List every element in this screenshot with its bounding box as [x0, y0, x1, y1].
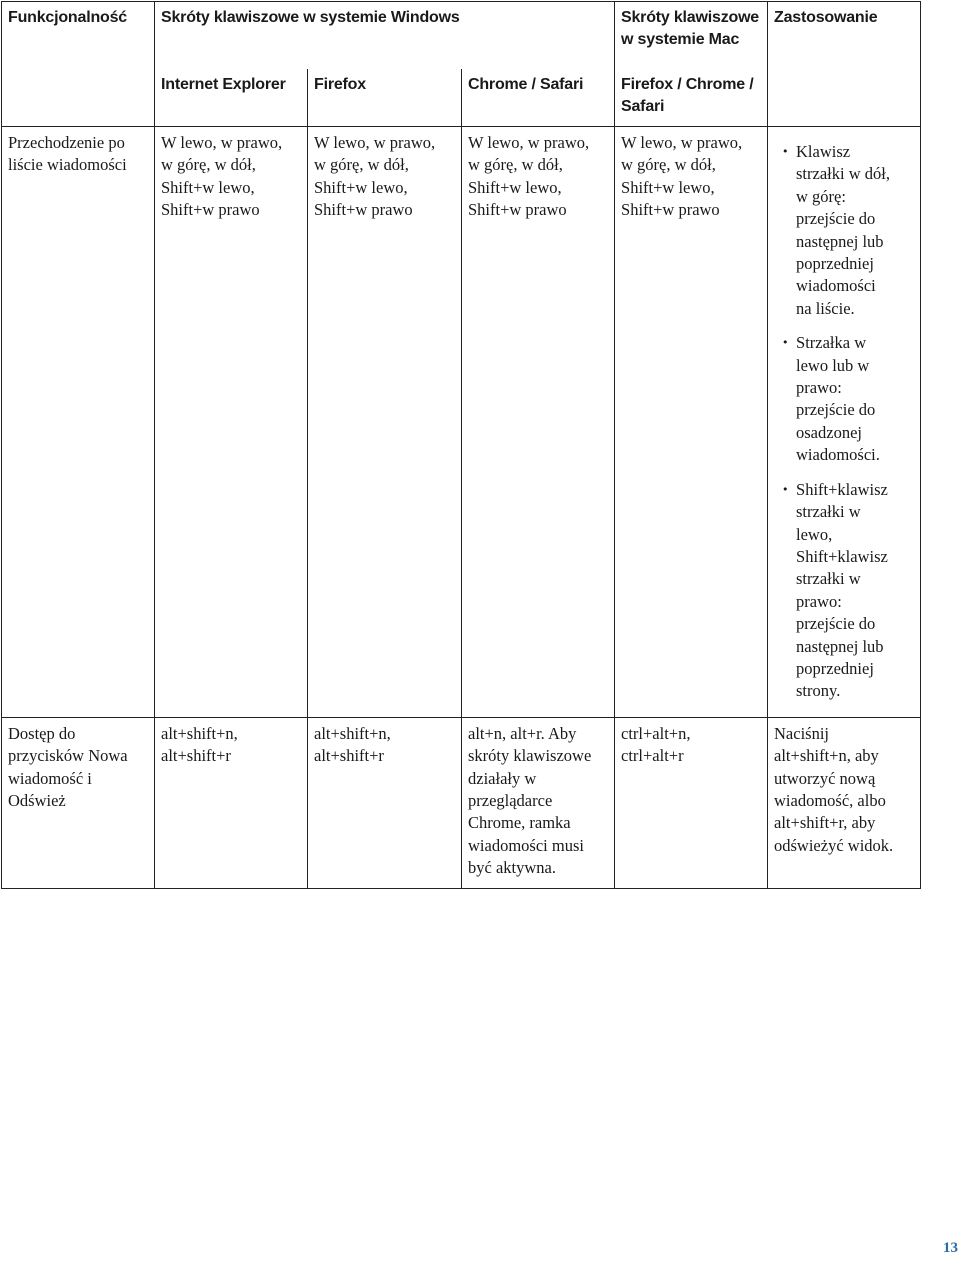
header-usage: Zastosowanie: [768, 2, 921, 127]
chrome-safari-cell: alt+n, alt+r. Aby skróty klawiszowe działały w przeglądarce Chrome, ramka wiadomości musi być aktywna.: [462, 717, 615, 888]
subheader-firefox: Firefox: [308, 69, 462, 127]
header-row: [2, 2, 921, 70]
ie-cell: alt+shift+n, alt+shift+r: [155, 717, 308, 888]
table-row: [2, 717, 921, 888]
subheader-chrome-safari: Chrome / Safari: [462, 69, 615, 127]
ie-cell: W lewo, w prawo, w górę, w dół, Shift+w lewo, Shift+w prawo: [155, 127, 308, 718]
feature-cell: Dostęp do przycisków Nowa wiadomość i Odśwież: [2, 717, 155, 888]
table-row: [2, 127, 921, 718]
header-windows: Skróty klawiszowe w systemie Windows: [155, 2, 615, 70]
usage-list: [774, 141, 914, 703]
shortcuts-table: [1, 1, 921, 889]
firefox-cell: alt+shift+n, alt+shift+r: [308, 717, 462, 888]
mac-cell: W lewo, w prawo, w górę, w dół, Shift+w lewo, Shift+w prawo: [615, 127, 768, 718]
usage-cell: [768, 127, 921, 718]
mac-cell: ctrl+alt+n, ctrl+alt+r: [615, 717, 768, 888]
subheader-mac-browsers: Firefox / Chrome / Safari: [615, 69, 768, 127]
firefox-cell: W lewo, w prawo, w górę, w dół, Shift+w lewo, Shift+w prawo: [308, 127, 462, 718]
usage-cell: Naciśnij alt+shift+n, aby utworzyć nową wiadomość, albo alt+shift+r, aby odświeżyć widok.: [768, 717, 921, 888]
chrome-safari-cell: W lewo, w prawo, w górę, w dół, Shift+w lewo, Shift+w prawo: [462, 127, 615, 718]
header-mac: Skróty klawiszowe w systemie Mac: [615, 2, 768, 70]
subheader-ie: Internet Explorer: [155, 69, 308, 127]
list-item: • Klawisz strzałki w dół, w górę: przejście do następnej lub poprzedniej wiadomości na liście.: [774, 141, 914, 320]
list-item: • Shift+klawisz strzałki w lewo, Shift+klawisz strzałki w prawo: przejście do następnej lub poprzedniej strony.: [774, 479, 914, 703]
page-number: 13: [943, 1240, 958, 1256]
feature-cell: Przechodzenie po liście wiadomości: [2, 127, 155, 718]
header-feature: Funkcjonalność: [2, 2, 155, 127]
list-item: • Strzałka w lewo lub w prawo: przejście do osadzonej wiadomości.: [774, 332, 914, 466]
